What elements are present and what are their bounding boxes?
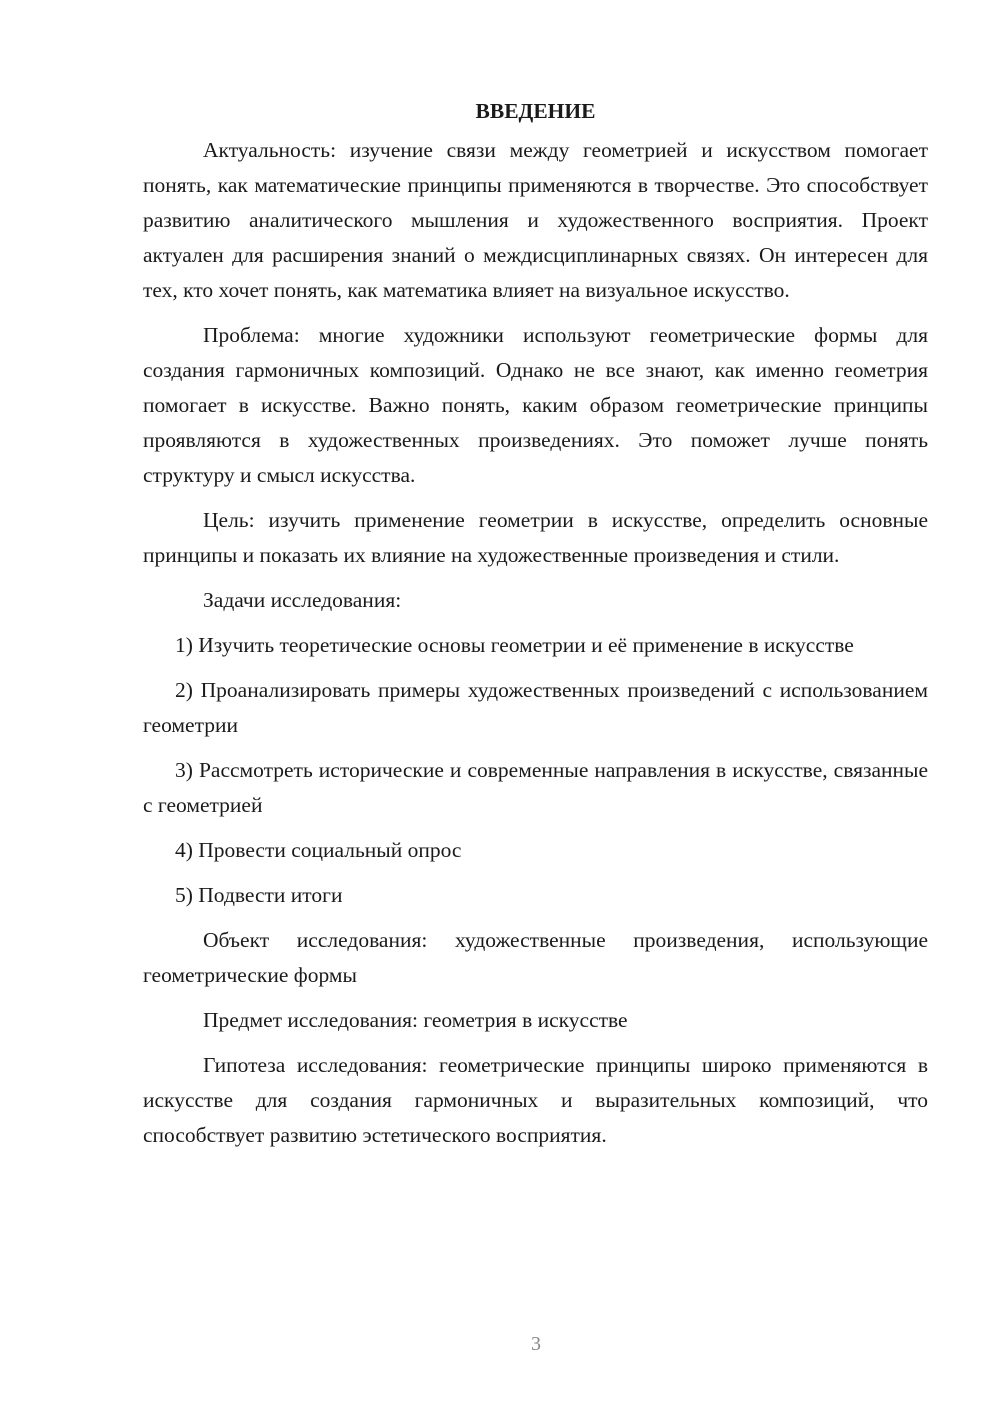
subject-paragraph: Предмет исследования: геометрия в искусстве	[203, 1008, 628, 1032]
goal-paragraph: Цель: изучить применение геометрии в искусстве, определить основные принципы и показать их влияние на художественные произведения и стили.	[143, 508, 928, 567]
task-item-4: 4) Провести социальный опрос	[175, 838, 462, 862]
section-heading: ВВЕДЕНИЕ	[475, 99, 596, 123]
page-number: 3	[531, 1333, 541, 1355]
hypothesis-paragraph: Гипотеза исследования: геометрические принципы широко применяются в искусстве для создания гармоничных и выразительных композиций, что способствует развитию эстетического восприятия.	[143, 1053, 928, 1147]
tasks-title: Задачи исследования:	[203, 588, 402, 612]
relevance-paragraph: Актуальность: изучение связи между геометрией и искусством помогает понять, как математические принципы применяются в творчестве. Это способствует развитию аналитического мышления и художественного восприятия. Проект актуален для расширения знаний о междисциплинарных связях. Он интересен для тех, кто хочет понять, как математика влияет на визуальное искусство.	[143, 138, 928, 302]
problem-paragraph: Проблема: многие художники используют геометрические формы для создания гармоничных композиций. Однако не все знают, как именно геометрия помогает в искусстве. Важно понять, каким образом геометрические принципы проявляются в художественных произведениях. Это поможет лучше понять структуру и смысл искусства.	[143, 323, 928, 487]
object-paragraph: Объект исследования: художественные произведения, использующие геометрические формы	[143, 928, 928, 987]
task-item-2: 2) Проанализировать примеры художественных произведений с использованием геометрии	[143, 678, 928, 737]
task-item-1: 1) Изучить теоретические основы геометрии и её применение в искусстве	[175, 633, 854, 657]
task-item-5: 5) Подвести итоги	[175, 883, 343, 907]
document-page	[143, 92, 928, 1163]
task-item-3: 3) Рассмотреть исторические и современные направления в искусстве, связанные с геометрией	[143, 758, 928, 817]
